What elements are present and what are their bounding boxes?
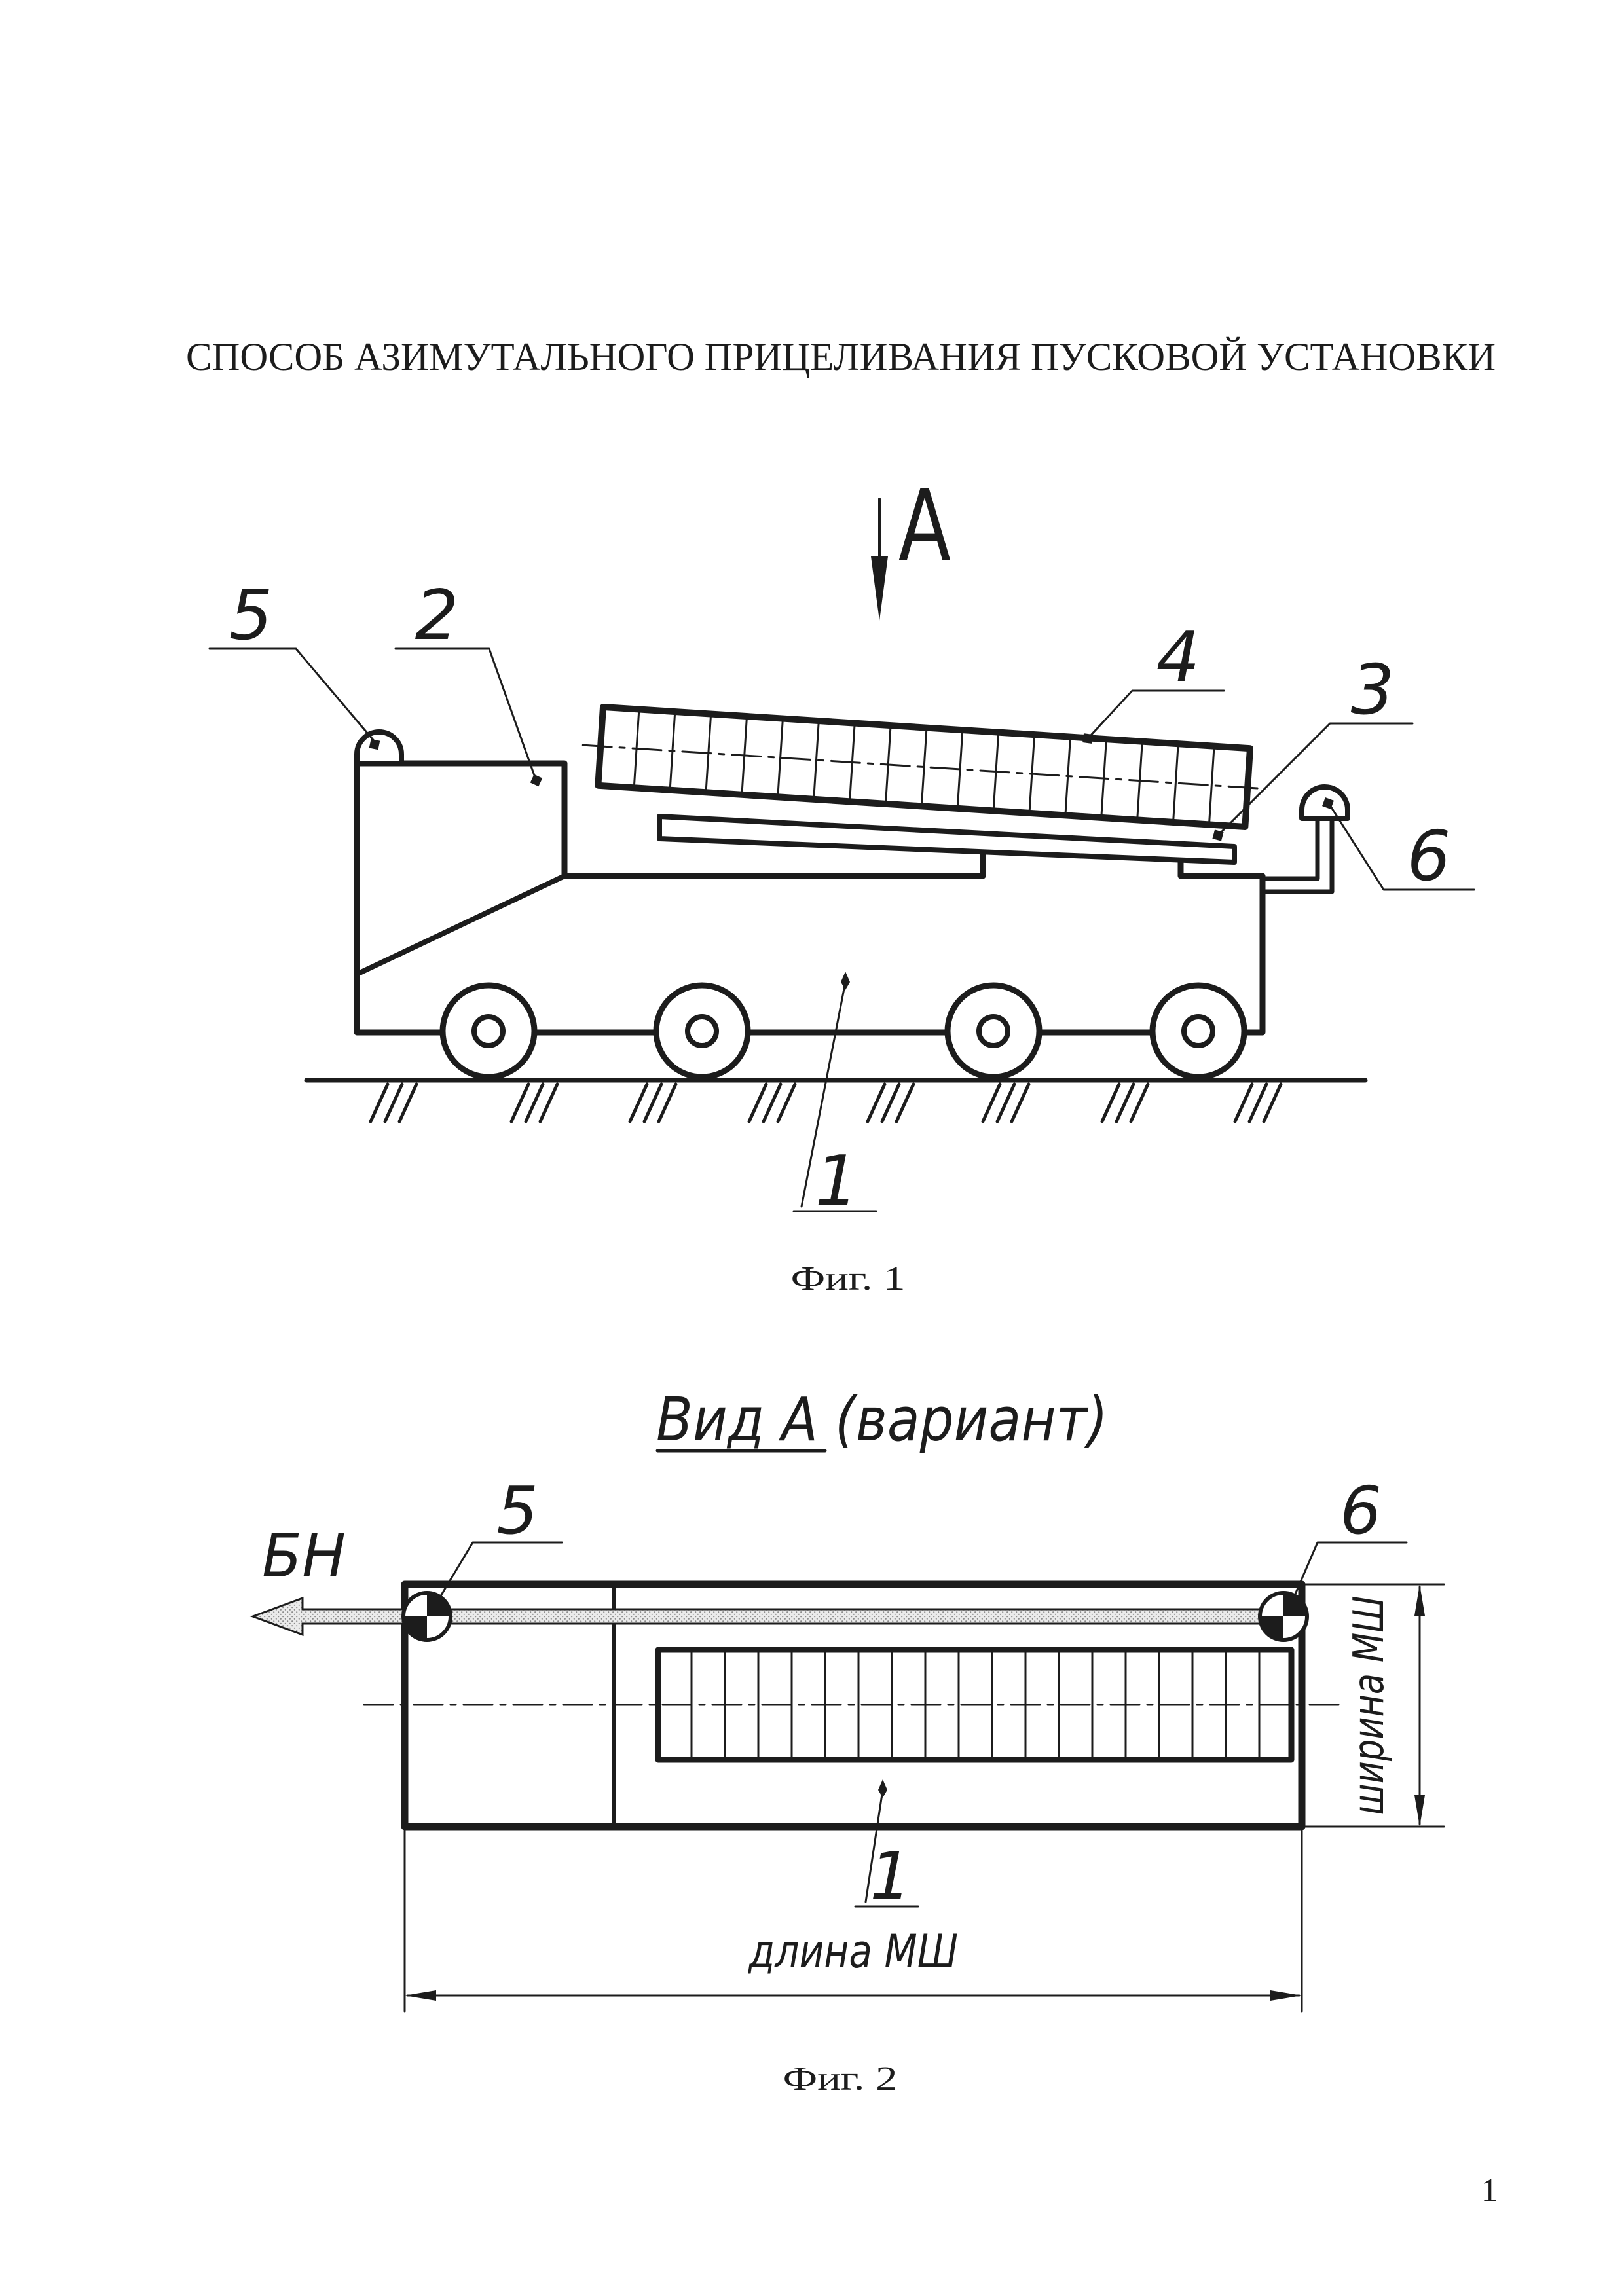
dim-length-label: длина МШ (748, 1925, 958, 1978)
sight-symbol-rear (1260, 1593, 1307, 1640)
launch-container (580, 706, 1268, 828)
view-a-arrowhead-icon (871, 556, 888, 621)
fig2-caption: Фиг. 2 (783, 2060, 898, 2098)
fig2-callout-5: 5 (496, 1472, 538, 1549)
dim-arrowhead-icon (405, 1990, 436, 2001)
fig2-heading: Вид А (вариант) (656, 1385, 1108, 1455)
fig1-leader-5 (210, 649, 376, 743)
fig2-callout-6: 6 (1340, 1472, 1382, 1549)
wheel-hub (979, 1017, 1008, 1046)
dim-arrowhead-icon (1414, 1584, 1425, 1616)
ground-hatching (371, 1084, 1281, 1121)
fig1-callout-3: 3 (1350, 650, 1395, 730)
fig1-leader-2 (396, 649, 536, 779)
fig2-leader-6 (1293, 1542, 1407, 1600)
dimension-length (405, 1831, 1302, 2011)
figure-2 (253, 1385, 1444, 2098)
fig1-callout-2: 2 (415, 575, 459, 655)
page-title: СПОСОБ АЗИМУТАЛЬНОГО ПРИЦЕЛИВАНИЯ ПУСКОВОЙ УСТАНОВКИ (186, 335, 1496, 378)
fig1-view-label: А (898, 469, 951, 583)
fig1-caption: Фиг. 1 (790, 1260, 906, 1298)
fig1-callout-4: 4 (1156, 617, 1200, 697)
wheel-hub (1184, 1017, 1213, 1046)
fig1-callout-6: 6 (1407, 816, 1451, 896)
fig1-leader-6 (1330, 805, 1474, 890)
sight-symbol-front (403, 1593, 451, 1640)
azimuth-label: БН (262, 1521, 346, 1591)
page-number: 1 (1481, 2172, 1498, 2208)
dim-width-label: ширина МШ (1345, 1548, 1393, 1815)
front-sight-dome (357, 732, 401, 763)
wheel-hub (474, 1017, 503, 1046)
dim-arrowhead-icon (1414, 1795, 1425, 1827)
fig1-callout-1: 1 (815, 1141, 859, 1221)
wheel-hub (688, 1017, 716, 1046)
rear-sight-bracket (1263, 818, 1332, 892)
dim-arrowhead-icon (1270, 1990, 1302, 2001)
fig1-callout-5: 5 (229, 575, 273, 655)
figure-1 (210, 469, 1474, 1298)
fig1-leader-4 (1089, 691, 1224, 737)
fig2-callout-1: 1 (870, 1838, 912, 1914)
